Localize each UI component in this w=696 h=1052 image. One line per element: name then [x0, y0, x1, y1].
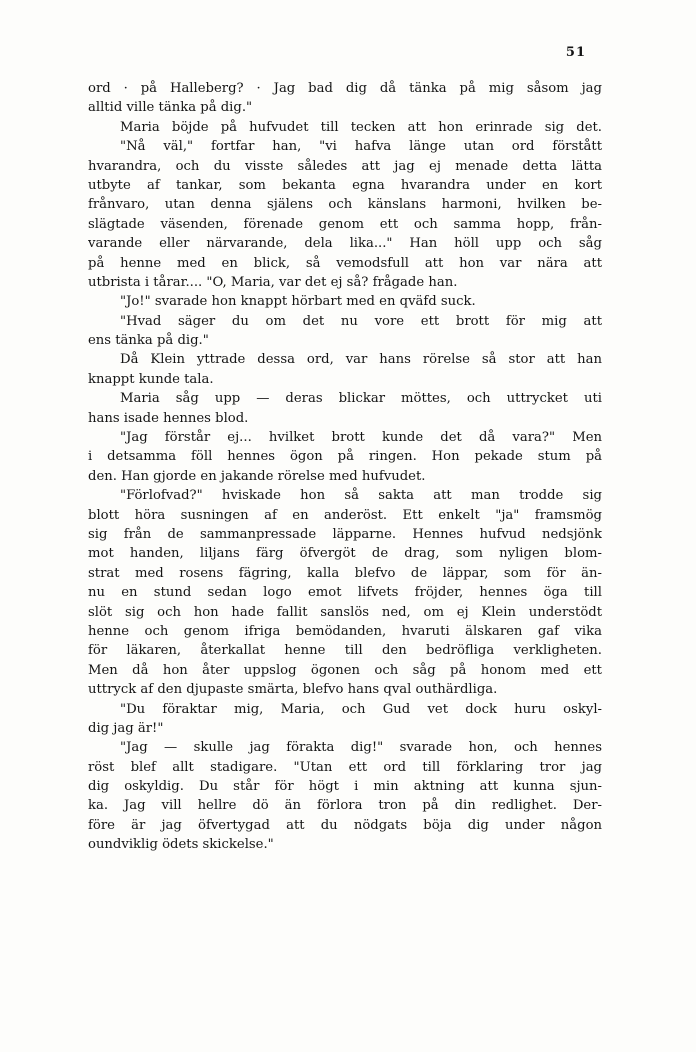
- text-line: blott höra susningen af en anderöst. Ett enkelt "ja" framsmög: [88, 507, 602, 523]
- text-line: strat med rosens fägring, kalla blefvo de läppar, som för än-: [88, 565, 602, 581]
- text-line: dig oskyldig. Du står för högt i min aktning att kunna sjun-: [88, 779, 602, 795]
- text-line: "Förlofvad?" hviskade hon så sakta att man trodde sig: [120, 488, 602, 504]
- text-line: mot handen, liljans färg öfvergöt de drag, som nyligen blom-: [88, 546, 602, 562]
- text-line: röst blef allt stadigare. "Utan ett ord till förklaring tror jag: [88, 759, 602, 775]
- text-line: "Nå väl," fortfar han, "vi hafva länge utan ord förstått: [120, 139, 602, 155]
- text-line: "Hvad säger du om det nu vore ett brott för mig att: [120, 313, 602, 329]
- text-line: Men då hon åter uppslog ögonen och såg på honom med ett: [88, 662, 602, 678]
- text-line: "Jag — skulle jag förakta dig!" svarade hon, och hennes: [120, 740, 602, 756]
- body-text: [88, 79, 602, 855]
- text-line: Maria böjde på hufvudet till tecken att hon erinrade sig det.: [120, 119, 602, 135]
- text-line: slöt sig och hon hade fallit sanslös ned, om ej Klein understödt: [88, 604, 602, 620]
- text-line: "Jo!" svarade hon knappt hörbart med en qväfd suck.: [120, 294, 476, 310]
- text-line: hans isade hennes blod.: [88, 410, 249, 426]
- text-line: Då Klein yttrade dessa ord, var hans rörelse så stor att han: [120, 352, 602, 368]
- text-line: oundviklig ödets skickelse.": [88, 837, 274, 853]
- text-line: Maria såg upp — deras blickar möttes, och uttrycket uti: [120, 391, 602, 407]
- text-line: "Jag förstår ej... hvilket brott kunde det då vara?" Men: [120, 430, 602, 446]
- text-line: slägtade väsenden, förenade genom ett och samma hopp, från-: [88, 216, 602, 232]
- text-line: frånvaro, utan denna själens och känslans harmoni, hvilken be-: [88, 197, 602, 213]
- text-line: före är jag öfvertygad att du nödgats böja dig under någon: [88, 817, 602, 833]
- text-line: nu en stund sedan logo emot lifvets fröjder, hennes öga till: [88, 585, 602, 601]
- text-line: varande eller närvarande, dela lika..." Han höll upp och såg: [88, 236, 602, 252]
- text-line: utbrista i tårar.... "O, Maria, var det ej så? frågade han.: [88, 274, 458, 290]
- text-line: i detsamma föll hennes ögon på ringen. Hon pekade stum på: [88, 449, 602, 465]
- text-line: "Du föraktar mig, Maria, och Gud vet dock huru oskyl-: [120, 701, 602, 717]
- text-line: knappt kunde tala.: [88, 371, 214, 387]
- text-line: ka. Jag vill hellre dö än förlora tron på din redlighet. Der-: [88, 798, 602, 814]
- text-line: uttryck af den djupaste smärta, blefvo hans qval outhärdliga.: [88, 682, 498, 698]
- text-line: den. Han gjorde en jakande rörelse med hufvudet.: [88, 468, 426, 484]
- text-line: hvarandra, och du visste således att jag ej menade detta lätta: [88, 158, 602, 174]
- text-line: för läkaren, återkallat henne till den bedröfliga verkligheten.: [88, 643, 602, 659]
- text-line: dig jag är!": [88, 720, 164, 736]
- text-line: ens tänka på dig.": [88, 333, 209, 349]
- text-line: sig från de sammanpressade läpparne. Hennes hufvud nedsjönk: [88, 526, 602, 542]
- text-line: alltid ville tänka på dig.": [88, 100, 253, 116]
- text-line: ord · på Halleberg? · Jag bad dig då tänka på mig såsom jag: [88, 81, 602, 96]
- text-line: henne och genom ifriga bemödanden, hvaruti älskaren gaf vika: [88, 623, 602, 639]
- text-line: utbyte af tankar, som bekanta egna hvarandra under en kort: [88, 177, 602, 193]
- page-number: 51: [565, 45, 586, 60]
- text-line: på henne med en blick, så vemodsfull att hon var nära att: [88, 255, 602, 271]
